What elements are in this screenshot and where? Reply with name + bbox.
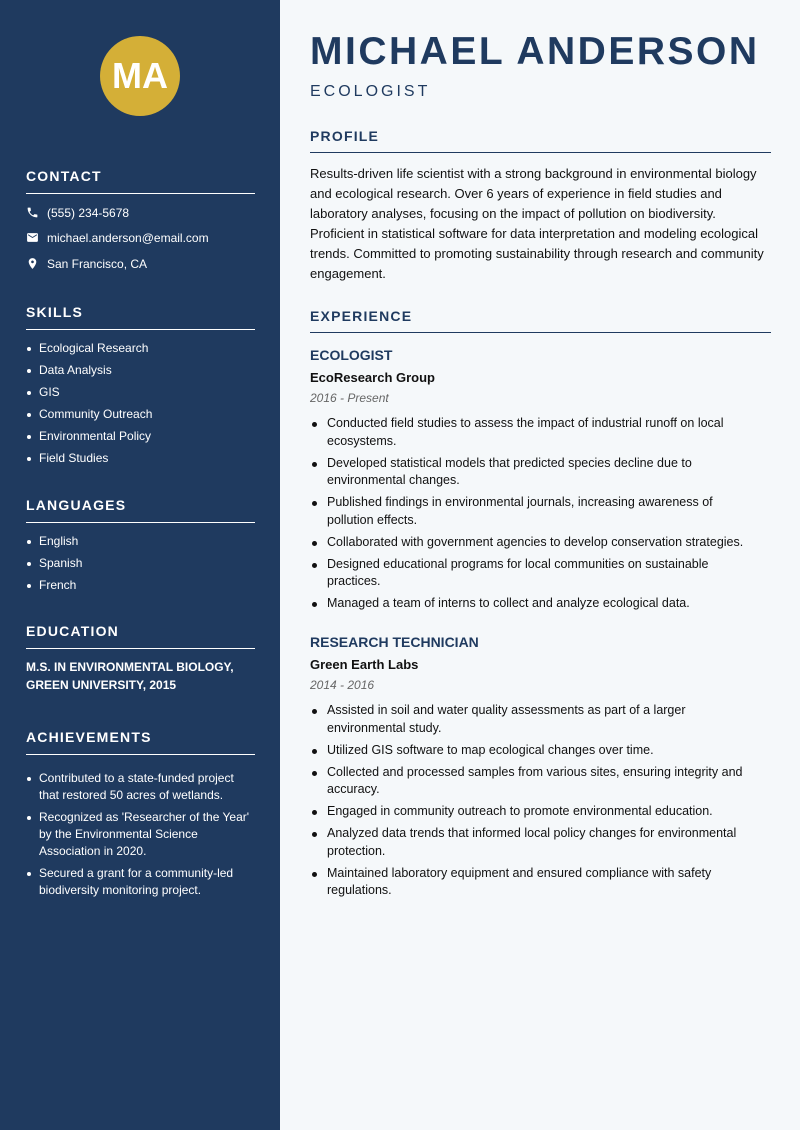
candidate-name: MICHAEL ANDERSON: [310, 30, 760, 73]
language-item: French: [26, 577, 255, 594]
languages-list: [26, 533, 255, 599]
achievements-list: [26, 770, 255, 904]
job-bullet: Collected and processed samples from various sites, ensuring integrity and accuracy.: [310, 764, 760, 799]
sidebar: [0, 0, 280, 1130]
achievements-heading: ACHIEVEMENTS: [26, 729, 255, 755]
job-company: EcoResearch Group: [310, 370, 435, 385]
languages-heading: LANGUAGES: [26, 497, 255, 523]
education-entry: M.S. IN ENVIRONMENTAL BIOLOGY, GREEN UNIVERSITY, 2015: [26, 660, 234, 692]
skill-item: Data Analysis: [26, 362, 255, 379]
phone-icon: [26, 206, 39, 219]
contact-location: [26, 256, 255, 272]
achievement-item: Contributed to a state-funded project that restored 50 acres of wetlands.: [26, 770, 255, 804]
skill-item: Ecological Research: [26, 340, 255, 357]
main-content: [280, 0, 800, 1130]
job-company: Green Earth Labs: [310, 657, 419, 672]
email-text: michael.anderson@email.com: [47, 231, 209, 245]
skill-item: Community Outreach: [26, 406, 255, 423]
profile-text: Results-driven life scientist with a strong background in environmental biology and ecological research. Over 6 years of experience in field studies and laboratory analyses, focusing on the impact of pollution on biodiversity. Proficient in statistical software for data interpretation and modeling ecological trends. Committed to promoting sustainability through research and community engagement.: [310, 166, 764, 281]
job-bullet: Assisted in soil and water quality assessments as part of a larger environmental study.: [310, 702, 760, 737]
contact-email[interactable]: [26, 230, 255, 246]
profile-heading: PROFILE: [310, 128, 771, 153]
job-title: ECOLOGIST: [310, 347, 393, 363]
job-title: RESEARCH TECHNICIAN: [310, 634, 479, 650]
job-bullet: Analyzed data trends that informed local policy changes for environmental protection.: [310, 825, 760, 860]
job-bullet: Maintained laboratory equipment and ensured compliance with safety regulations.: [310, 865, 760, 900]
experience-heading: EXPERIENCE: [310, 308, 771, 333]
contact-heading: CONTACT: [26, 168, 255, 194]
job-bullets: [310, 415, 760, 617]
skill-item: GIS: [26, 384, 255, 401]
location-text: San Francisco, CA: [47, 257, 148, 271]
job-bullet: Managed a team of interns to collect and analyze ecological data.: [310, 595, 760, 613]
contact-phone[interactable]: [26, 205, 255, 221]
job-bullet: Conducted field studies to assess the impact of industrial runoff on local ecosystems.: [310, 415, 760, 450]
skill-item: Environmental Policy: [26, 428, 255, 445]
achievement-item: Secured a grant for a community-led biodiversity monitoring project.: [26, 865, 255, 899]
job-bullet: Published findings in environmental journals, increasing awareness of pollution effects.: [310, 494, 760, 529]
job-bullets: [310, 702, 760, 904]
skills-list: [26, 340, 255, 472]
job-dates: 2016 - Present: [310, 391, 389, 405]
job-bullet: Utilized GIS software to map ecological changes over time.: [310, 742, 760, 760]
job-dates: 2014 - 2016: [310, 678, 375, 692]
language-item: English: [26, 533, 255, 550]
skill-item: Field Studies: [26, 450, 255, 467]
phone-text: (555) 234-5678: [47, 206, 130, 220]
avatar: MA: [100, 36, 180, 116]
location-pin-icon: [26, 257, 39, 270]
language-item: Spanish: [26, 555, 255, 572]
job-bullet: Engaged in community outreach to promote environmental education.: [310, 803, 760, 821]
job-bullet: Developed statistical models that predicted species decline due to environmental changes.: [310, 455, 760, 490]
education-heading: EDUCATION: [26, 623, 255, 649]
mail-icon: [26, 231, 39, 244]
job-bullet: Collaborated with government agencies to develop conservation strategies.: [310, 534, 760, 552]
achievement-item: Recognized as 'Researcher of the Year' by the Environmental Science Association in 2020.: [26, 809, 255, 860]
skills-heading: SKILLS: [26, 304, 255, 330]
candidate-role: ECOLOGIST: [310, 83, 431, 100]
job-bullet: Designed educational programs for local communities on sustainable practices.: [310, 556, 760, 591]
